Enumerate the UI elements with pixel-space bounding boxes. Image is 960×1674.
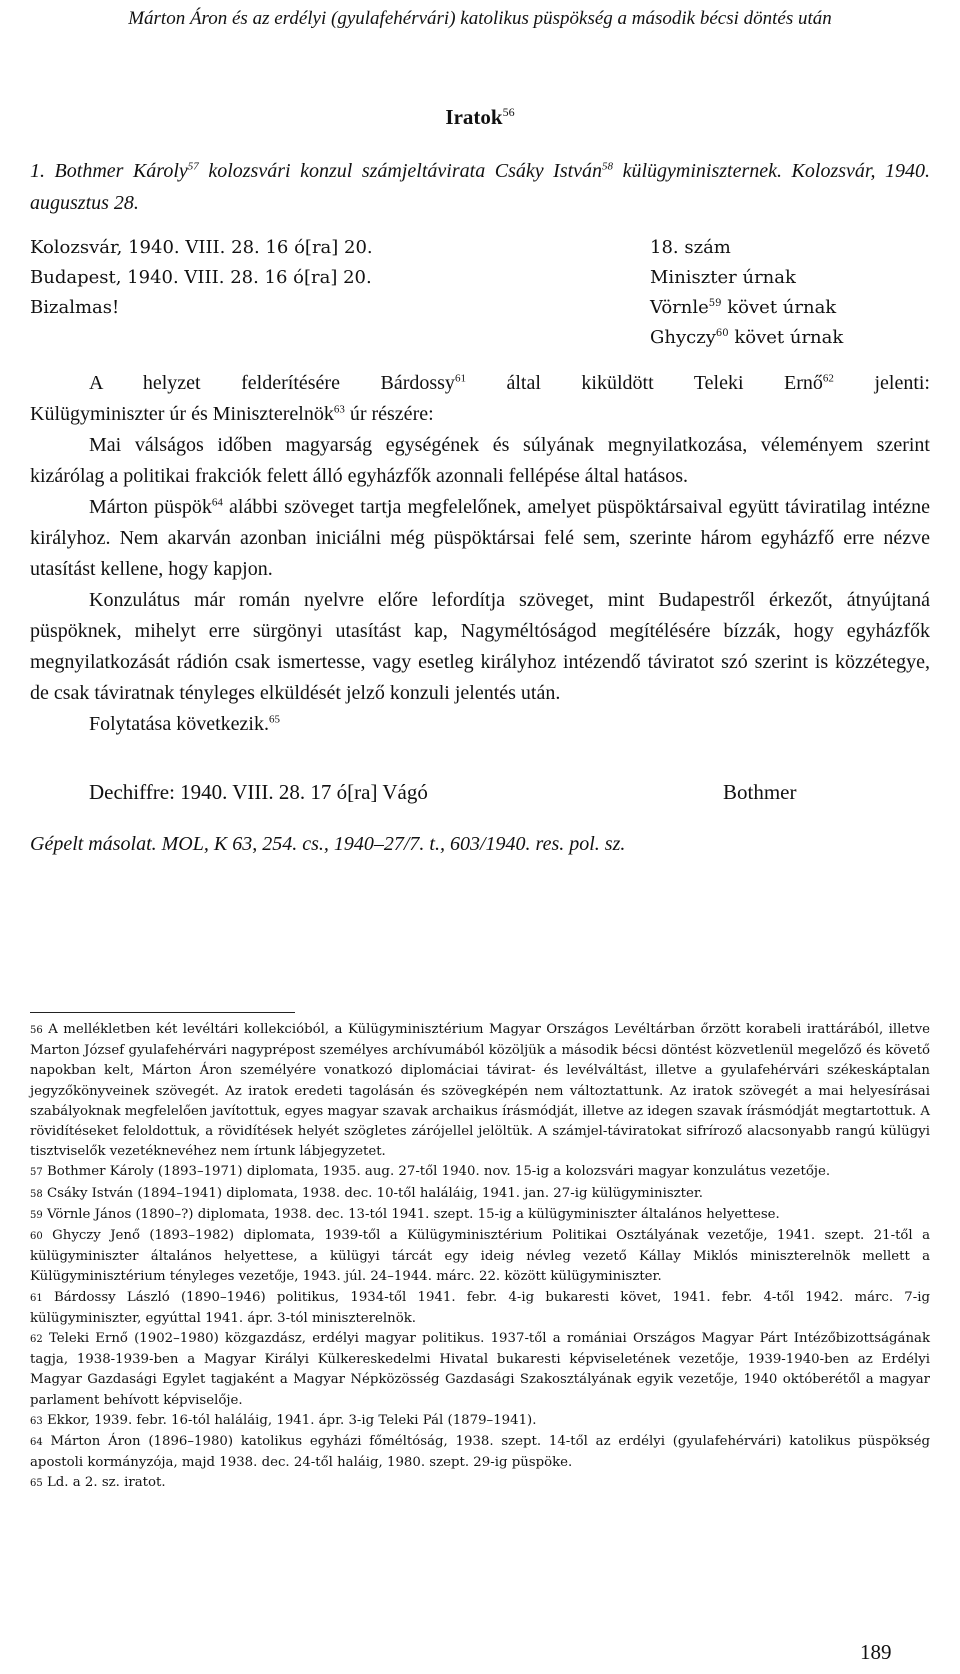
footnote-number: 59 xyxy=(30,1209,43,1221)
section-title-text: Iratok xyxy=(445,105,503,129)
footnote-58 xyxy=(30,1184,930,1205)
doc-title-part-b: külügyminiszternek. Kolozsvár, 1940. augusztus 28. xyxy=(30,160,930,214)
footnote-text: A mellékletben két levéltári kollekcióból, a Külügyminisztérium Magyar Országos Levéltárban őrzött korabeli irattárából, illetve Marton József gyulafehérvári nagyprépost személyes archívumából közöljük a második bécsi döntést közvetlenül megelőző és követő napokban kelt, Márton Áron személyére vonatkozó diplomáciai távirat- és levélváltást, illetve a gyulafehérvári székeskáptalan jegyzőkönyveinek szövegét. Az iratok eredeti tagolásán és szövegképén nem változtattunk. Az iratok szövegét a mai helyesírásai szabályoknak megfelelően javítottuk, egyes magyar szavak archaikus írásmódját, illetve az idegen szavak írásmódját megtartottuk. A rövidítéseket feloldottuk, a rövidítések helyét szögletes zárójellel jelöltük. A számjel-táviratokat sifríroző alacsonyabb rangú külügyi tisztviselők vezetéknevéhez nem írtunk lábjegyzetet. xyxy=(30,1022,930,1160)
footnote-number: 64 xyxy=(30,1437,43,1449)
telegram-number: 18. szám xyxy=(650,237,731,258)
footnote-text: Vörnle János (1890–?) diplomata, 1938. dec. 13-tól 1941. szept. 15-ig a külügyminiszter általános helyettese. xyxy=(42,1206,780,1222)
footnote-59 xyxy=(30,1205,930,1226)
footnote-ref-63: 63 xyxy=(333,403,345,416)
sent-line: Kolozsvár, 1940. VIII. 28. 16 ó[ra] 20. xyxy=(30,237,373,258)
footnote-56 xyxy=(30,1020,930,1162)
footnote-61 xyxy=(30,1288,930,1329)
footnote-text: Bárdossy László (1890–1946) politikus, 1934-től 1941. febr. 4-ig bukaresti követ, 1941. febr. 4-től 1942. márc. 7-ig külügyminiszter, egyúttal 1941. ápr. 3-tól miniszterelnök. xyxy=(30,1289,930,1326)
footnote-text: Ghyczy Jenő (1893–1982) diplomata, 1939-től a Külügyminisztérium Politikai Osztályának vezetője, 1941. szept. 21-től a külügyminiszter általános helyettese, a külügyi tárcát egy ideig névleg vezető Kállay Miklós miniszterelnök mellett a Külügyminisztérium tényleges vezetője, 1943. júl. 24–1944. márc. 22. között külügyminiszter. xyxy=(30,1228,930,1285)
footnote-65 xyxy=(30,1473,930,1494)
page-number: 189 xyxy=(860,1640,892,1664)
footnote-ref-60: 60 xyxy=(715,328,729,339)
addressee-ghyczy-name: Ghyczy xyxy=(650,327,716,348)
footnote-number: 65 xyxy=(30,1478,43,1490)
footnote-ref-57: 57 xyxy=(187,160,199,173)
footnote-number: 62 xyxy=(30,1334,43,1346)
footnote-text: Teleki Ernő (1902–1980) közgazdász, erdélyi magyar politikus. 1937-től a romániai Országos Magyar Párt Intézőbizottságának tagja, 1938-1939-ben a Magyar Királyi Külkereskedelmi Hivatal bukaresti képviseletének vezetője, 1939-1940-ben az Erdélyi Magyar Gazdasági Egylet tagjaként a Magyar Népközösség Gazdasági Szakosztályának egyik vezetője, 1940 októberétől a magyar parlament behívott képviselője. xyxy=(30,1331,930,1408)
source-citation: Gépelt másolat. MOL, K 63, 254. cs., 1940–27/7. t., 603/1940. res. pol. sz. xyxy=(30,833,626,855)
addressee-ghyczy xyxy=(650,323,930,353)
footnote-63 xyxy=(30,1411,930,1432)
footnote-ref-61: 61 xyxy=(454,372,466,385)
received-line: Budapest, 1940. VIII. 28. 16 ó[ra] 20. xyxy=(30,267,372,288)
footnote-number: 63 xyxy=(30,1415,43,1427)
body-paragraph-5 xyxy=(30,709,930,740)
body-paragraph-4: Konzulátus már román nyelvre előre lefordítja szöveget, mint Budapestről érkezőt, átnyújtaná püspöknek, mihelyt erre sürgönyi utasítást kap, Nagyméltóságod megítélésére bízzák, hogy egyházfők megnyilatkozását rádión csak ismertesse, vagy esetleg királyhoz intézendő táviratot szó szerint is közzétegye, de csak táviratnak tényleges elküldését jelző konzuli jelentés után. xyxy=(30,589,930,704)
footnote-text: Márton Áron (1896–1980) katolikus egyházi főméltóság, 1938. szept. 14-től az erdélyi (gyulafehérvári) katolikus püspökség apostoli kormányzója, majd 1938. dec. 24-től haláig, 1980. szept. 29-ig püspöke. xyxy=(30,1434,930,1471)
footnote-number: 57 xyxy=(30,1167,43,1179)
footnote-divider xyxy=(30,1012,295,1013)
footnote-number: 60 xyxy=(30,1231,43,1243)
footnote-text: Ld. a 2. sz. iratot. xyxy=(42,1475,166,1491)
dechiffre-line: Dechiffre: 1940. VIII. 28. 17 ó[ra] Vágó xyxy=(89,780,428,804)
footnote-ref-59: 59 xyxy=(708,298,722,309)
footnote-ref-64: 64 xyxy=(211,496,223,509)
document-title xyxy=(30,155,930,219)
doc-title-number: 1. Bothmer Károly xyxy=(30,160,188,182)
p1-part-d: Külügyminiszter úr és Miniszterelnök xyxy=(30,403,334,425)
body-paragraph-1-cont xyxy=(30,399,930,430)
addressee-minister: Miniszter úrnak xyxy=(650,267,796,288)
addressee-vornle-title: követ úrnak xyxy=(721,297,837,318)
section-title xyxy=(0,105,960,130)
footnote-64 xyxy=(30,1432,930,1473)
footnote-text: Csáky István (1894–1941) diplomata, 1938. dec. 10-től haláláig, 1941. jan. 27-ig külügyminiszter. xyxy=(42,1185,704,1201)
body-paragraph-2: Mai válságos időben magyarság egységének és súlyának megnyilatkozása, véleményem szerint kizárólag a politikai frakciók felett álló egyházfők azonnali fellépése által hatásos. xyxy=(30,434,930,487)
footnote-ref-56: 56 xyxy=(502,105,515,119)
p1-part-b: által kiküldött Teleki Ernő xyxy=(465,372,823,394)
body-paragraph-3 xyxy=(30,492,930,585)
footnote-number: 56 xyxy=(30,1025,43,1036)
body-paragraph-1 xyxy=(30,368,930,399)
footnote-number: 61 xyxy=(30,1292,43,1304)
footnote-60 xyxy=(30,1226,930,1288)
telegram-header-right xyxy=(650,233,930,353)
p1-part-c: jelenti: xyxy=(833,372,930,394)
telegram-header-left xyxy=(30,233,450,323)
p1-part-e: úr részére: xyxy=(344,403,434,425)
p1-part-a: A helyzet felderítésére Bárdossy xyxy=(89,372,455,394)
footnote-ref-62: 62 xyxy=(822,372,834,385)
footnote-ref-58: 58 xyxy=(602,160,614,173)
addressee-vornle-name: Vörnle xyxy=(650,297,709,318)
p3-part-a: Márton püspök xyxy=(89,496,212,518)
running-header: Márton Áron és az erdélyi (gyulafehérvári) katolikus püspökség a második bécsi döntés után xyxy=(128,8,832,29)
footnote-text: Bothmer Károly (1893–1971) diplomata, 1935. aug. 27-től 1940. nov. 15-ig a kolozsvári magyar konzulátus vezetője. xyxy=(42,1164,831,1180)
signature: Bothmer xyxy=(723,780,797,804)
p3-part-b: alábbi szöveget tartja megfelelőnek, amelyet püspöktársaival együtt táviratilag intézne királyhoz. Nem akarván azonban iniciálni még püspöktársai felé sem, szerinte három egyházfő erre nézve utasítást kellene, hogy kapjon. xyxy=(30,496,930,580)
footnote-ref-65: 65 xyxy=(268,713,280,726)
p5-text: Folytatása következik. xyxy=(89,713,269,735)
footnote-62 xyxy=(30,1329,930,1411)
addressee-vornle xyxy=(650,293,930,323)
footnote-text: Ekkor, 1939. febr. 16-tól haláláig, 1941. ápr. 3-ig Teleki Pál (1879–1941). xyxy=(42,1412,537,1428)
telegram-body xyxy=(30,368,930,740)
confidential-label: Bizalmas! xyxy=(30,297,120,318)
addressee-ghyczy-title: követ úrnak xyxy=(728,327,844,348)
footnote-57 xyxy=(30,1162,930,1183)
footnote-number: 58 xyxy=(30,1188,43,1200)
footnotes xyxy=(30,1020,930,1495)
doc-title-part-a: kolozsvári konzul számjeltávirata Csáky István xyxy=(198,160,603,182)
